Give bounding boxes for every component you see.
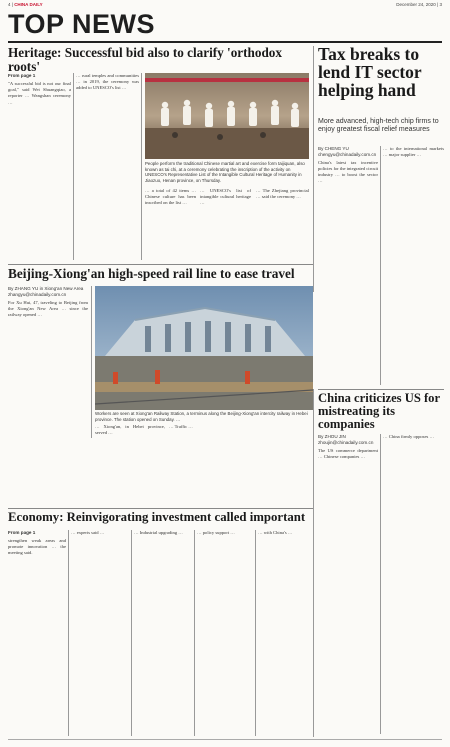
tax-headline: Tax breaks to lend IT sector helping hand [318,44,422,100]
economy-col-1-text: strengthen weak areas and promote innovation … the meeting said. [8,538,66,556]
top-rule [8,41,442,43]
rail-headline: Beijing-Xiong'an high-speed rail line to ease travel [8,266,295,281]
paper-name: CHINA DAILY [14,1,43,7]
issue-date: December 24, 2020 [396,1,436,7]
uschips-col-1: The US commerce department … Chinese companies … [318,448,378,460]
rail-photo-station [95,286,313,410]
rail-photo-caption: Workers are seen at Xiong'an Railway Station, a terminus along the Beijing-Xiong'an intercity railway in Hebei province. The station opened on Sunday. … [95,411,308,422]
tax-subheadline: More advanced, high-tech chip firms to enjoy greatest fiscal relief measures [318,118,439,134]
economy-col-3: … Industrial upgrading … [134,530,183,535]
uschips-headline: China criticizes US for mistreating its companies [318,391,440,432]
rail-col-3: … Xiong'an, in Hebei province, served … [95,424,165,436]
uschips-col-2: … China firmly opposes … [383,434,435,439]
heritage-photo-taijiquan [145,73,309,159]
uschips-byline: By ZHOU JIN zhoujin@chinadaily.com.cn [318,434,374,445]
economy-col-1 [8,530,66,736]
rail-col-5 [243,424,313,504]
heritage-dateline: From page 1 [8,73,36,78]
heritage-col-1-text: "A successful bid is not our final goal," said Wei Shuangqiao, a reporter … Wangshan ceremony … [8,81,71,105]
masthead [0,0,450,8]
heritage-photo-caption: People perform the traditional Chinese martial art and exercise form taijiquan, also known as tai chi, at a ceremony celebrating the inscription of the activity on UNESCO's Representative List of the Intangible Cultural Heritage of Humanity in Jiaozuo, Henan province, on Thursday. [145,161,305,184]
heritage-col-1 [8,73,71,260]
heritage-col-2: … rural temples and communities … in 2019, the ceremony was added to UNESCO's list … [76,73,139,91]
economy-col-4: … policy support … [197,530,235,535]
heritage-col-5: … The Zhejiang provincial … said the ceremony … [256,188,309,200]
masthead-left: 4 | CHINA DAILY [8,1,43,7]
heritage-col-4: … UNESCO's list of intangible cultural heritage … [200,188,251,206]
page-number-right: 3 [439,1,442,7]
economy-col-2: … experts said … [71,530,105,535]
economy-col-5: … with China's … [258,530,293,535]
rail-byline: By ZHANG YU in Xiong'an New Area zhangyu@chinadaily.com.cn [8,286,84,297]
tax-byline: By CHENG YU chengyu@chinadaily.com.cn [318,146,377,157]
heritage-col-3: … a total of 42 items … Chinese culture has been inscribed on the list … [145,188,196,206]
rail-col-1: For Xu Hui, 47, traveling to Beijing from the Xiong'an New Area … since the railway opened … [8,300,88,318]
section-title: TOP NEWS [8,9,156,39]
heritage-headline: Heritage: Successful bid also to clarify 'orthodox roots' [8,45,282,74]
page-number-left: 4 [8,1,11,7]
page-footer-rule [8,739,442,740]
rail-col-4: … Traffic … [169,424,193,429]
tax-col-2: … to the international markets … major supplier … [383,146,444,158]
tax-col-1: China's latest tax incentive policies for the integrated circuit industry … to boost the sector … [318,160,378,184]
economy-dateline: From page 1 [8,530,36,535]
masthead-right: December 24, 2020 | 3 [396,1,442,7]
economy-headline: Economy: Reinvigorating investment called important [8,510,306,524]
